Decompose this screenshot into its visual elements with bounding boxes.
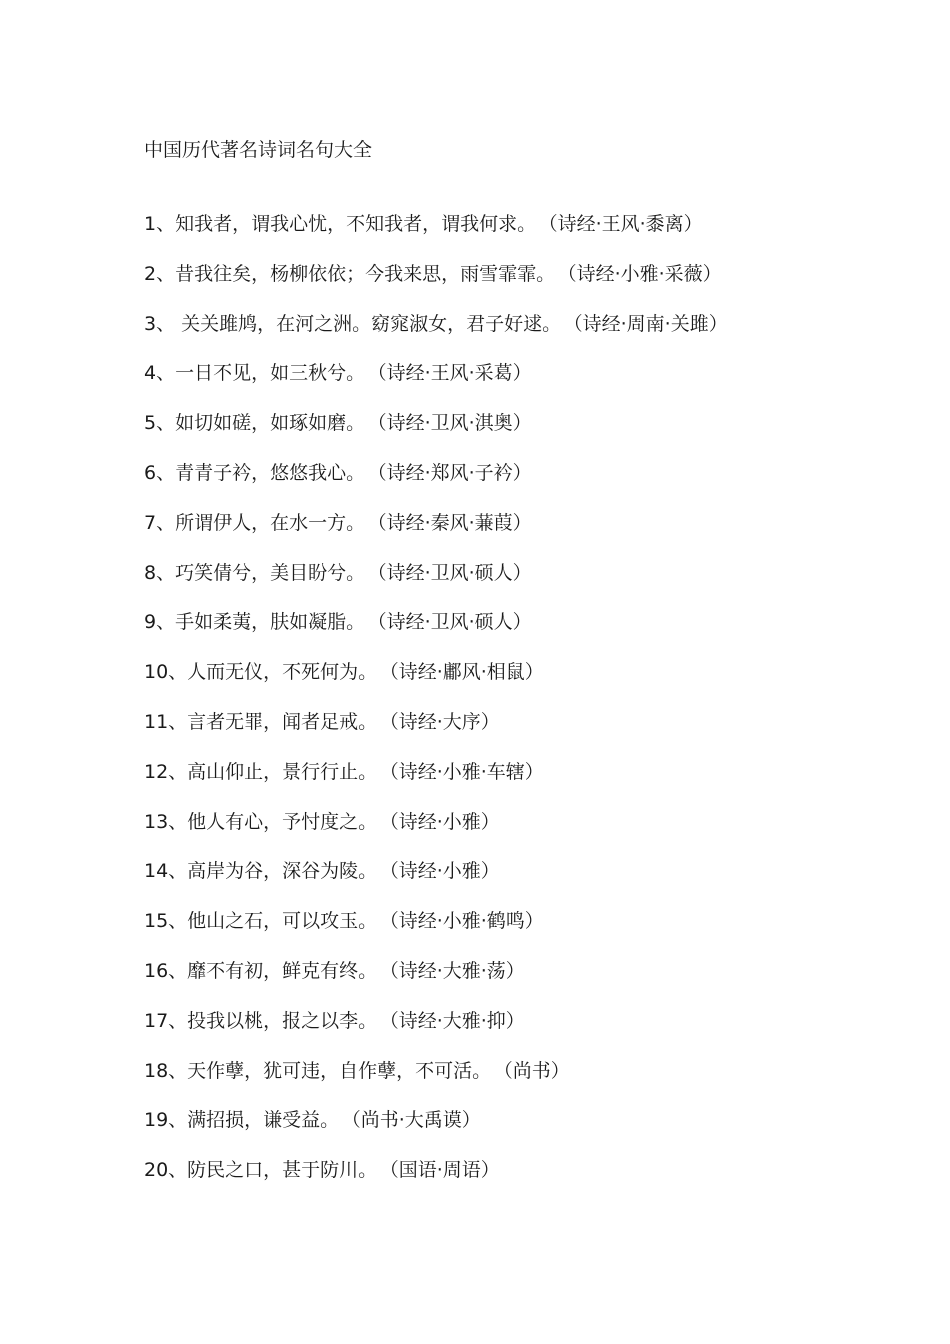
quote-source: （诗经·周南·关雎） — [573, 312, 728, 335]
quote-item — [144, 1007, 728, 1057]
quote-text: 6、青青子衿，悠悠我心。 — [144, 461, 366, 484]
quote-item — [144, 957, 728, 1007]
quote-text: 17、投我以桃，报之以李。 — [144, 1009, 378, 1032]
quote-item — [144, 409, 728, 459]
quote-text: 8、巧笑倩兮，美目盼兮。 — [144, 561, 366, 584]
quote-text: 19、满招损，谦受益。 — [144, 1109, 340, 1132]
quote-source: （诗经·秦风·蒹葭） — [377, 511, 532, 534]
quote-source: （诗经·王风·黍离） — [548, 213, 703, 235]
quote-item — [144, 210, 728, 260]
quote-item — [144, 509, 728, 559]
quote-item — [144, 1156, 728, 1206]
quote-source: （尚书） — [503, 1059, 570, 1082]
quote-source: （诗经·大雅·荡） — [389, 959, 525, 982]
quote-item — [144, 857, 728, 907]
quote-source: （诗经·王风·采葛） — [377, 362, 532, 385]
quote-source: （诗经·卫风·硕人） — [377, 611, 532, 634]
quote-text: 3、 关关雎鸠，在河之洲。窈窕淑女，君子好逑。 — [144, 312, 562, 335]
quote-source: （诗经·郑风·子衿） — [377, 461, 532, 484]
quote-item — [144, 310, 728, 360]
quote-text: 12、高山仰止，景行行止。 — [144, 760, 378, 783]
quote-source: （诗经·小雅·车辖） — [389, 760, 544, 783]
quote-source: （尚书·大禹谟） — [351, 1109, 481, 1132]
quote-item — [144, 260, 728, 310]
quote-text: 5、如切如磋，如琢如磨。 — [144, 412, 366, 435]
quote-item — [144, 1057, 728, 1107]
quote-item — [144, 808, 728, 858]
quote-text: 4、一日不见，如三秋兮。 — [144, 362, 366, 385]
quote-source: （诗经·卫风·淇奥） — [377, 412, 532, 435]
quote-item — [144, 708, 728, 758]
quote-source: （诗经·大序） — [389, 710, 500, 733]
quote-text: 11、言者无罪，闻者足戒。 — [144, 710, 378, 733]
quote-text: 15、他山之石，可以攻玉。 — [144, 910, 378, 933]
quote-item — [144, 359, 728, 409]
quote-source: （诗经·小雅） — [389, 860, 500, 883]
quote-item — [144, 608, 728, 658]
quote-item — [144, 758, 728, 808]
quote-text: 14、高岸为谷，深谷为陵。 — [144, 860, 378, 883]
quote-item — [144, 658, 728, 708]
quote-list — [144, 210, 728, 1206]
quote-source: （诗经·小雅） — [389, 810, 500, 833]
quote-text: 2、昔我往矣，杨柳依依；今我来思，雨雪霏霏。 — [144, 262, 556, 285]
document-title: 中国历代著名诗词名句大全 — [144, 139, 373, 161]
quote-source: （诗经·小雅·鹤鸣） — [389, 910, 544, 933]
quote-item — [144, 459, 728, 509]
quote-source: （诗经·卫风·硕人） — [377, 561, 532, 584]
quote-item — [144, 1106, 728, 1156]
quote-source: （诗经·小雅·采薇） — [567, 262, 722, 285]
quote-text: 18、天作孽，犹可违，自作孽，不可活。 — [144, 1059, 492, 1082]
quote-text: 20、防民之口，甚于防川。 — [144, 1159, 378, 1182]
quote-text: 10、人而无仪，不死何为。 — [144, 661, 378, 684]
quote-text: 9、手如柔荑，肤如凝脂。 — [144, 611, 366, 634]
quote-source: （诗经·大雅·抑） — [389, 1009, 525, 1032]
quote-text: 16、靡不有初，鲜克有终。 — [144, 959, 378, 982]
quote-text: 7、所谓伊人，在水一方。 — [144, 511, 366, 534]
quote-text: 1、知我者，谓我心忧，不知我者，谓我何求。 — [144, 213, 537, 235]
quote-source: （诗经·鄘风·相鼠） — [389, 661, 544, 684]
quote-item — [144, 559, 728, 609]
quote-text: 13、他人有心，予忖度之。 — [144, 810, 378, 833]
quote-item — [144, 907, 728, 957]
quote-source: （国语·周语） — [389, 1159, 500, 1182]
